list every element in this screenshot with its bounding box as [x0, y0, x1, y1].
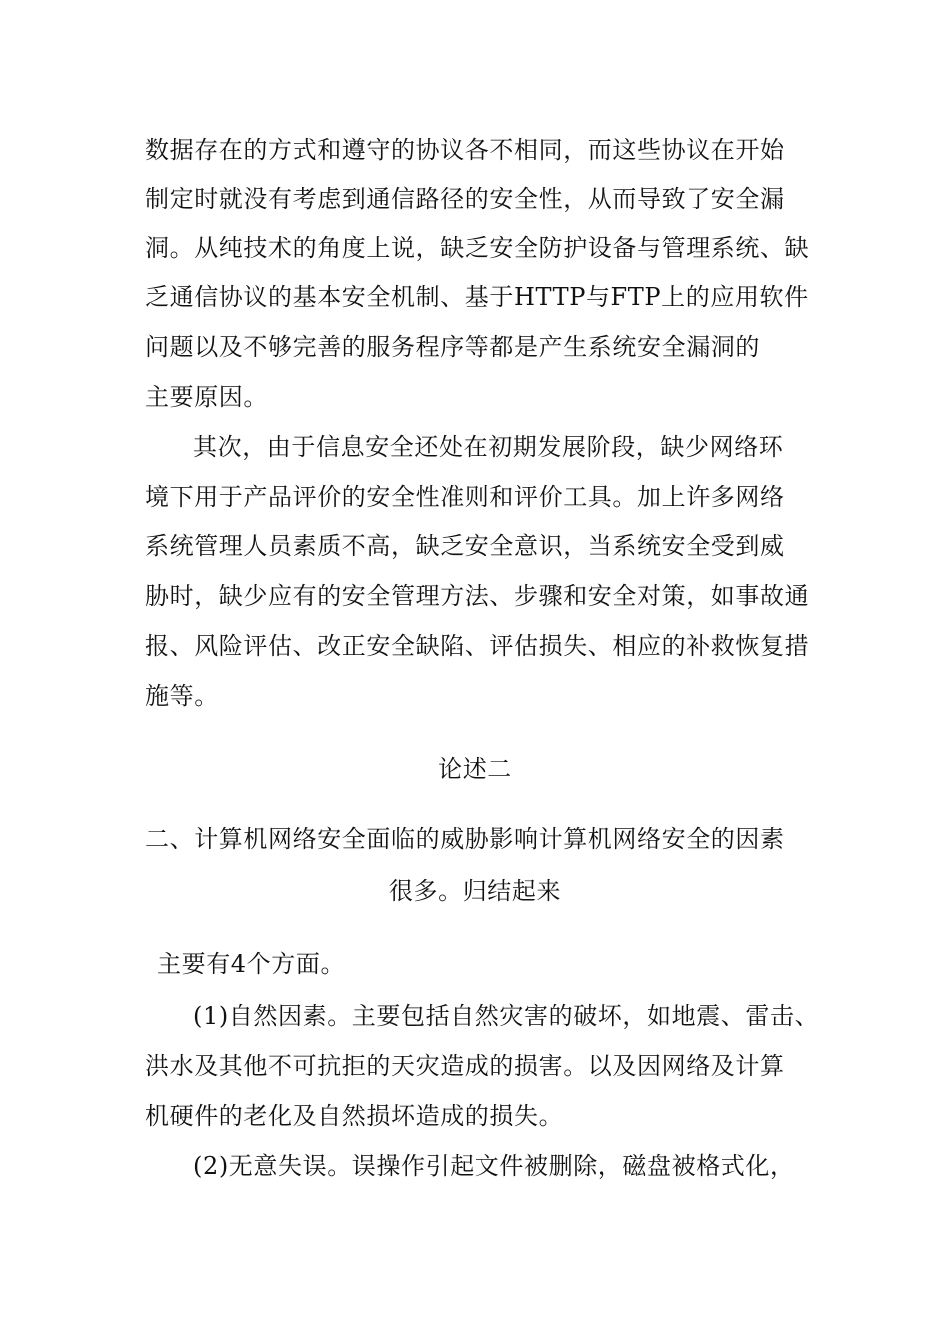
- text-line: 施等。: [145, 682, 219, 710]
- list-item-first-line: (2)无意失误。误操作引起文件被删除，磁盘被格式化，: [193, 1152, 795, 1180]
- text-line: 洞。从纯技术的角度上说，缺乏安全防护设备与管理系统、缺: [145, 234, 810, 262]
- text-line: 系统管理人员素质不高，缺乏安全意识，当系统安全受到威: [145, 532, 785, 560]
- heading-line-centered: 很多。归结起来: [388, 877, 562, 905]
- text-line: 主要有4个方面。: [157, 950, 346, 978]
- list-item-first-line: (1)自然因素。主要包括自然灾害的破坏，如地震、雷击、: [193, 1002, 820, 1030]
- paragraph-first-line: 其次，由于信息安全还处在初期发展阶段，缺少网络环: [193, 433, 784, 461]
- text-line: 制定时就没有考虑到通信路径的安全性，从而导致了安全漏: [145, 185, 785, 213]
- text-line: 境下用于产品评价的安全性准则和评价工具。加上许多网络: [145, 483, 785, 511]
- text-line: 数据存在的方式和遵守的协议各不相同，而这些协议在开始: [145, 136, 785, 164]
- text-line: 胁时，缺少应有的安全管理方法、步骤和安全对策，如事故通: [145, 582, 810, 610]
- text-line: 问题以及不够完善的服务程序等都是产生系统安全漏洞的: [145, 333, 760, 361]
- text-line: 机硬件的老化及自然损坏造成的损失。: [145, 1102, 564, 1130]
- text-line: 洪水及其他不可抗拒的天灾造成的损害。以及因网络及计算: [145, 1052, 785, 1080]
- text-line: 乏通信协议的基本安全机制、基于HTTP与FTP上的应用软件: [145, 283, 809, 311]
- text-line: 主要原因。: [145, 383, 268, 411]
- heading-line: 二、计算机网络安全面临的威胁影响计算机网络安全的因素: [145, 825, 785, 853]
- text-line: 报、风险评估、改正安全缺陷、评估损失、相应的补救恢复措: [145, 632, 810, 660]
- section-heading: 论述二: [438, 755, 512, 783]
